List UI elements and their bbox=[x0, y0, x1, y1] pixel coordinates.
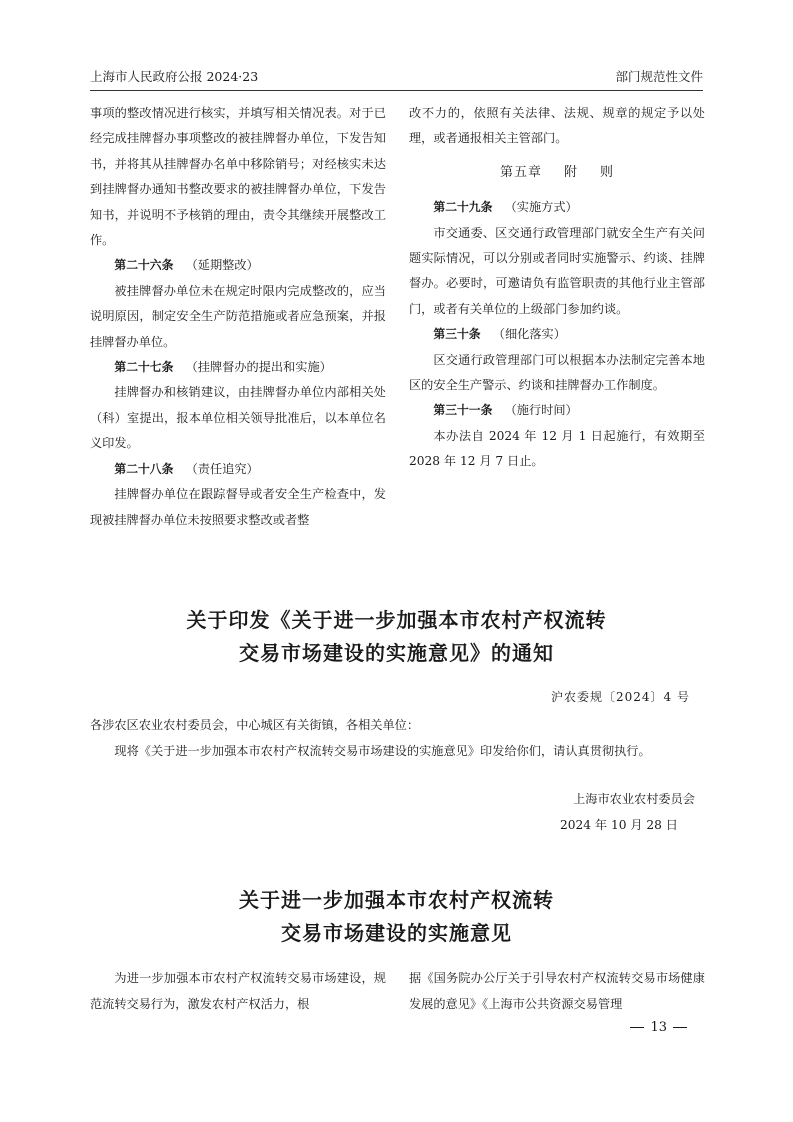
opinion-title bbox=[90, 884, 703, 950]
dash-right bbox=[673, 1027, 687, 1028]
article-29-heading bbox=[409, 195, 705, 220]
article-31-heading bbox=[409, 398, 705, 423]
article-28-body: 挂牌督办单位在跟踪督导或者安全生产检查中，发现被挂牌督办单位未按照要求整改或者整 bbox=[90, 487, 386, 527]
signing-date: 2024 年 10 月 28 日 bbox=[560, 818, 678, 832]
article-number: 第三十条 bbox=[433, 327, 481, 342]
chapter-title-char-2: 则 bbox=[600, 164, 615, 180]
article-title: （延期整改） bbox=[185, 258, 259, 273]
page-number bbox=[624, 1020, 693, 1035]
opinion-left-column: 为进一步加强本市农村产权流转交易市场建设，规范流转交易行为，激发农村产权活力，根 bbox=[90, 971, 386, 1011]
page-number-value: 13 bbox=[650, 1020, 667, 1035]
article-number: 第二十七条 bbox=[114, 360, 174, 375]
left-column bbox=[90, 101, 386, 533]
article-30-body: 区交通行政管理部门可以根据本办法制定完善本地区的安全生产警示、约谈和挂牌督办工作制度。 bbox=[409, 352, 705, 393]
header-divider bbox=[90, 90, 703, 91]
dash-left bbox=[630, 1027, 644, 1028]
article-number: 第二十八条 bbox=[114, 461, 174, 476]
notice-title-line-1: 关于印发《关于进一步加强本市农村产权流转 bbox=[186, 608, 607, 632]
opinion-right-column: 据《国务院办公厅关于引导农村产权流转交易市场健康发展的意见》《上海市公共资源交易管理 bbox=[409, 971, 705, 1011]
opinion-title-line-1: 关于进一步加强本市农村产权流转 bbox=[239, 888, 554, 912]
article-28-heading bbox=[90, 457, 386, 482]
article-26-heading bbox=[90, 253, 386, 278]
chapter-heading bbox=[409, 160, 705, 185]
page-header bbox=[90, 67, 703, 89]
article-number: 第二十六条 bbox=[114, 258, 174, 273]
signer-organization: 上海市农业农村委员会 bbox=[573, 792, 695, 806]
paragraph-continued: 事项的整改情况进行核实，并填写相关情况表。对于已经完成挂牌督办事项整改的被挂牌督办单位，下发告知书，并将其从挂牌督办名单中移除销号；对经核实未达到挂牌督办通知书整改要求的被挂牌督办单位，下发告知书，并说明不予核销的理由，责令其继续开展整改工作。 bbox=[90, 106, 386, 248]
article-title: （实施方式） bbox=[504, 200, 578, 215]
article-31-body: 本办法自 2024 年 12 月 1 日起施行，有效期至 2028 年 12 月 7 日止。 bbox=[409, 428, 705, 469]
right-column bbox=[409, 101, 705, 475]
article-27-body: 挂牌督办和核销建议，由挂牌督办单位内部相关处（科）室提出，报本单位相关领导批准后，以本单位名义印发。 bbox=[90, 385, 386, 451]
article-title: （施行时间） bbox=[504, 403, 578, 418]
article-27-heading bbox=[90, 355, 386, 380]
chapter-title-char-1: 附 bbox=[563, 164, 578, 180]
article-number: 第二十九条 bbox=[433, 200, 493, 215]
opinion-title-line-2: 交易市场建设的实施意见 bbox=[281, 921, 512, 945]
article-29-body: 市交通委、区交通行政管理部门就安全生产有关问题实际情况，可以分别或者同时实施警示、约谈、挂牌督办。必要时，可邀请负有监管职责的其他行业主管部门，或者有关单位的上级部门参加约谈。 bbox=[409, 225, 705, 316]
notice-recipients: 各涉农区农业农村委员会，中心城区有关街镇，各相关单位： bbox=[90, 718, 420, 732]
article-number: 第三十一条 bbox=[433, 403, 493, 418]
notice-title bbox=[90, 604, 703, 670]
chapter-number: 第五章 bbox=[499, 164, 542, 180]
gazette-title: 上海市人民政府公报 2024·23 bbox=[90, 69, 259, 84]
article-26-body: 被挂牌督办单位未在规定时限内完成整改的，应当说明原因，制定安全生产防范措施或者应急预案，并报挂牌督办单位。 bbox=[90, 283, 386, 349]
notice-body: 现将《关于进一步加强本市农村产权流转交易市场建设的实施意见》印发给你们，请认真贯彻执行。 bbox=[114, 744, 651, 758]
article-title: （挂牌督办的提出和实施） bbox=[185, 360, 332, 375]
document-number: 沪农委规〔2024〕4 号 bbox=[551, 690, 690, 704]
article-title: （责任追究） bbox=[185, 461, 259, 476]
notice-title-line-2: 交易市场建设的实施意见》的通知 bbox=[239, 641, 554, 665]
paragraph-continued: 改不力的，依照有关法律、法规、规章的规定予以处理，或者通报相关主管部门。 bbox=[409, 106, 705, 146]
article-30-heading bbox=[409, 322, 705, 347]
section-label: 部门规范性文件 bbox=[615, 69, 703, 84]
article-title: （细化落实） bbox=[492, 327, 566, 342]
